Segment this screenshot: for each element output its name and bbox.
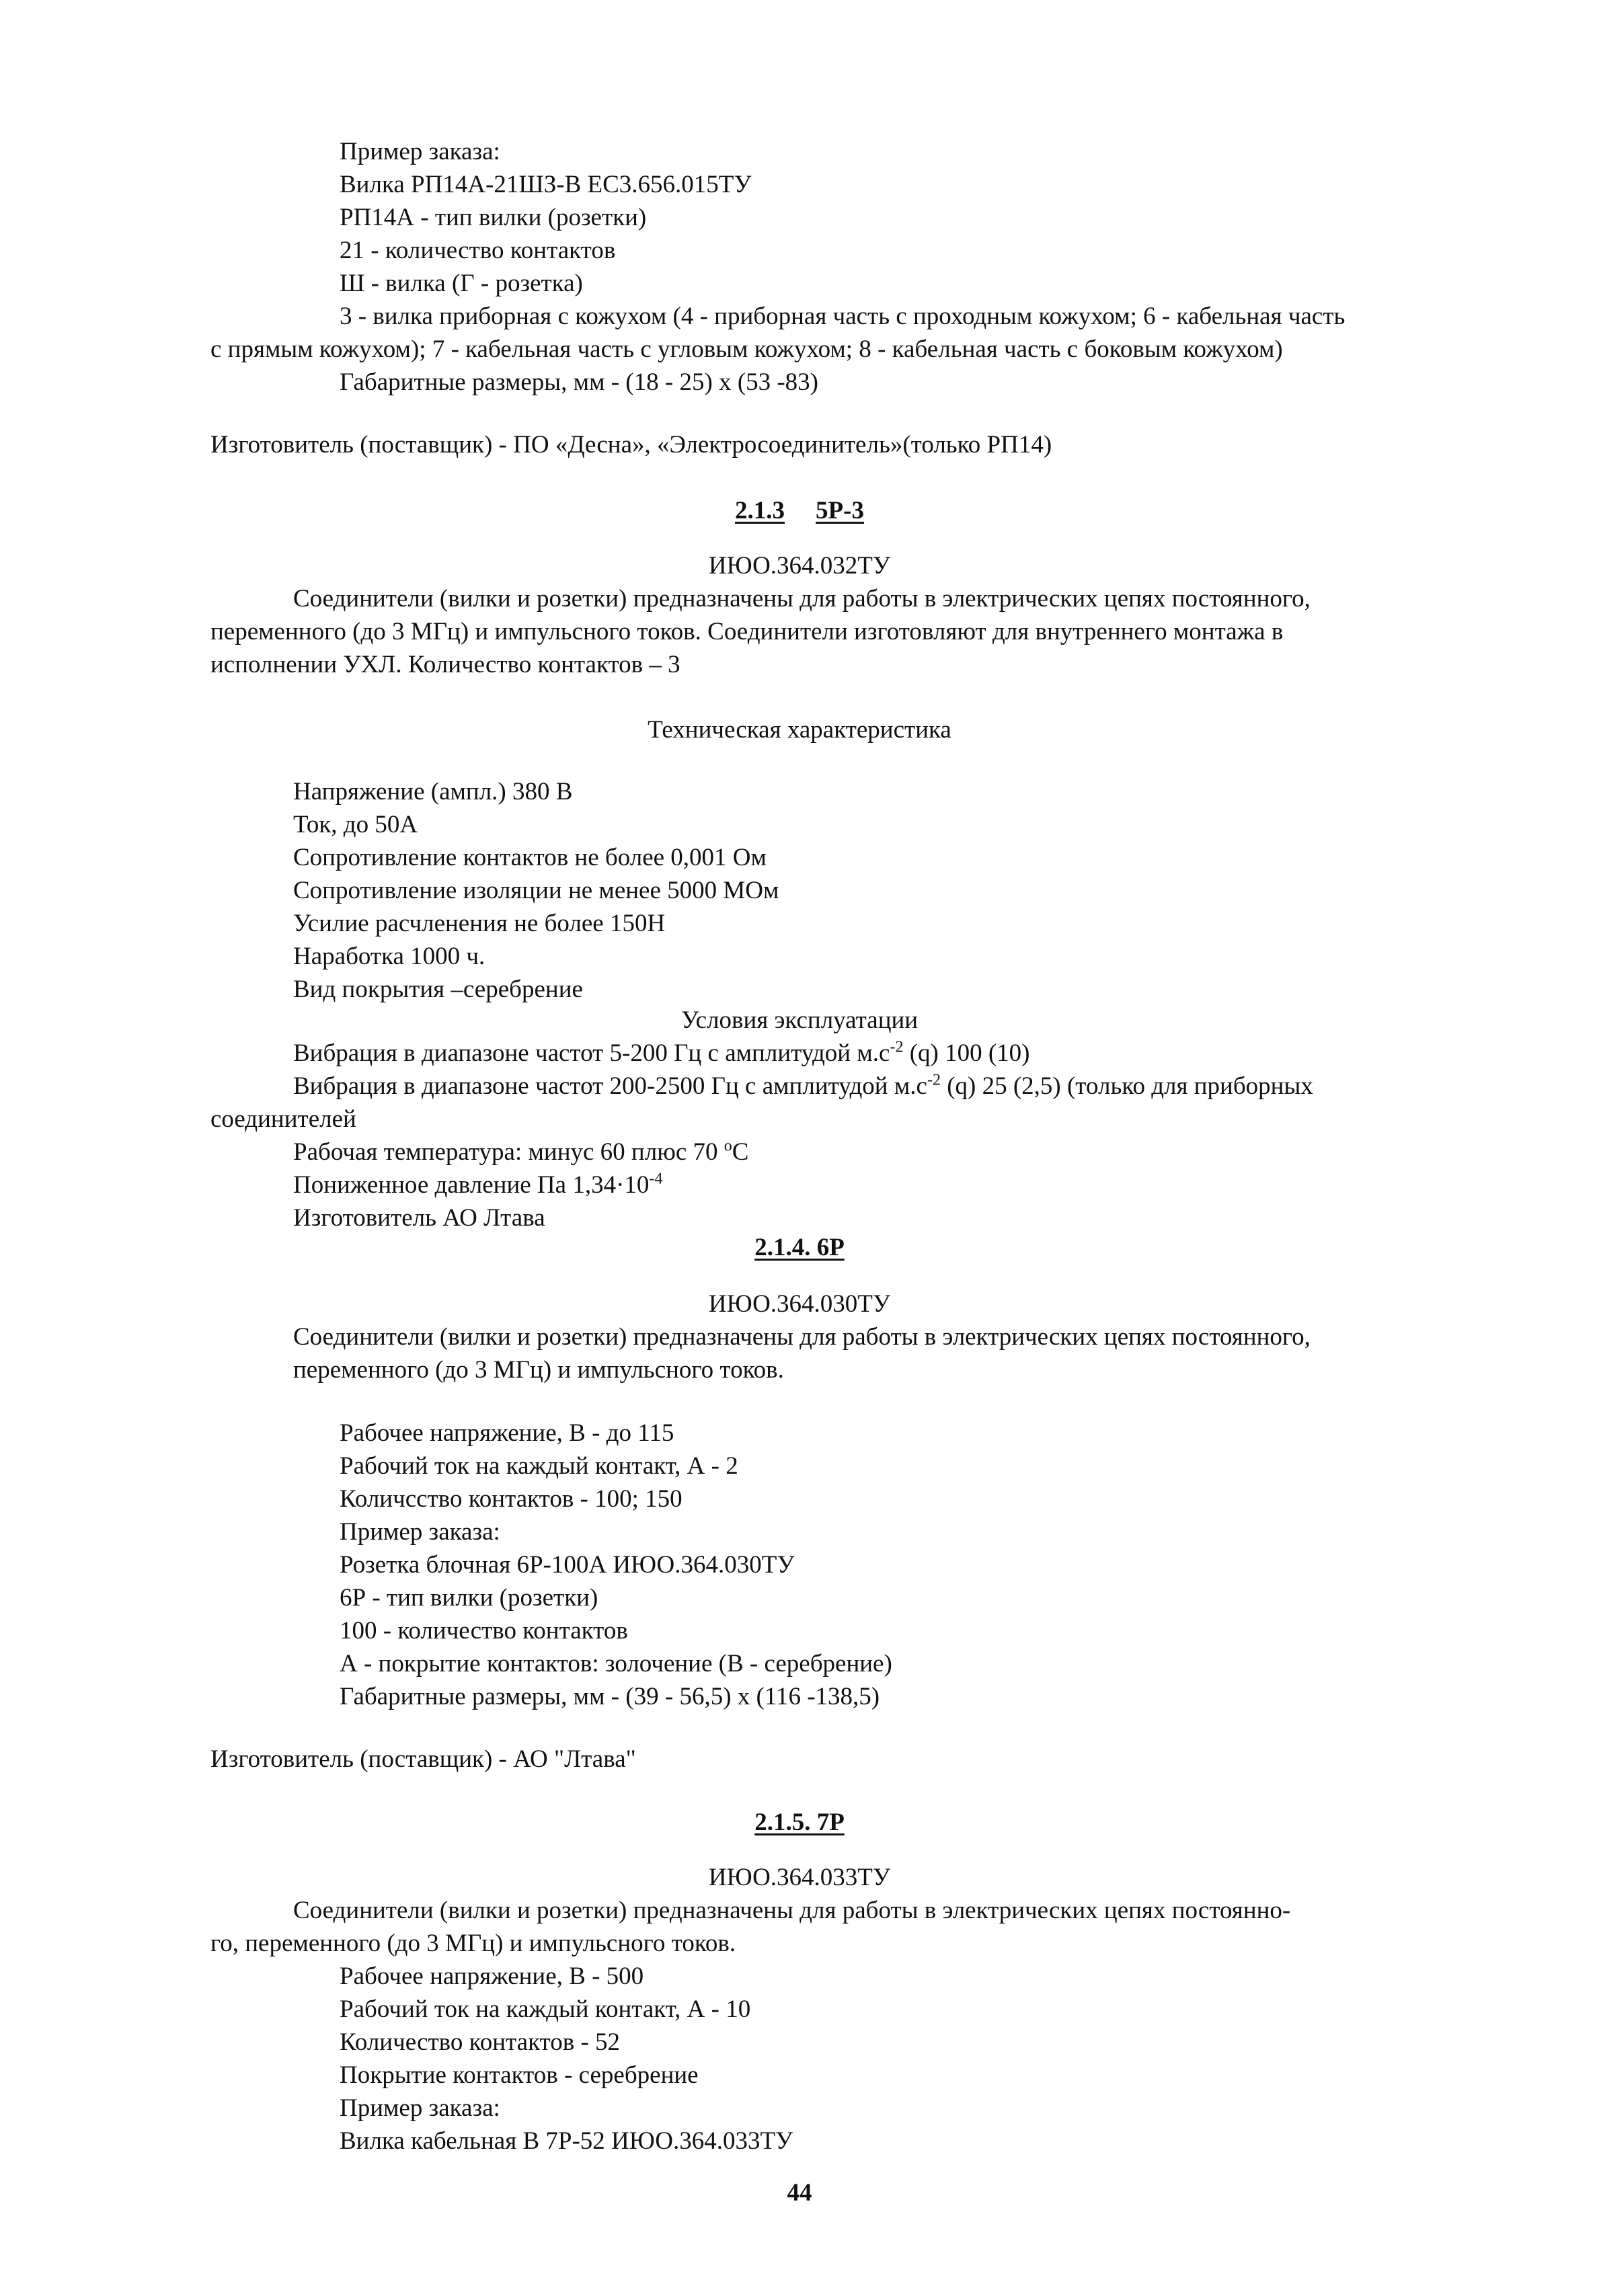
order-example-label: Пример заказа: [340, 138, 500, 165]
page-number: 44 [787, 2179, 812, 2207]
description-line: переменного (до 3 МГц) и импульсного токов. [293, 1356, 784, 1384]
degree-symbol: о [724, 1137, 732, 1155]
spec-line: Усилие расчленения не более 150Н [293, 910, 666, 937]
exponent: -2 [890, 1038, 904, 1056]
manufacturer-line: Изготовитель (поставщик) - ПО «Десна», «Электросоединитель»(только РП14) [210, 431, 1052, 459]
dimensions-line: Габаритные размеры, мм - (39 - 56,5) х (116 -138,5) [340, 1683, 880, 1710]
condition-text: Рабочая температура: минус 60 плюс 70 [293, 1138, 724, 1166]
order-example-label: Пример заказа: [340, 2094, 500, 2122]
spec-line: Ток, до 50А [293, 811, 418, 838]
description-line: Соединители (вилки и розетки) предназначены для работы в электрических цепях постоянного, [293, 1323, 1311, 1351]
spec-line: Покрытие контактов - серебрение [340, 2061, 699, 2089]
dimensions-line: Габаритные размеры, мм - (18 - 25) х (53 -83) [340, 368, 818, 396]
spec-line: Рабочее напряжение, В - 500 [340, 1963, 644, 1990]
order-line: 3 - вилка приборная с кожухом (4 - приборная часть с проходным кожухом; 6 - кабельная часть [340, 303, 1346, 330]
condition-text: (q) 25 (2,5) (только для приборных [940, 1072, 1313, 1100]
spec-code: ИЮО.364.030ТУ [708, 1290, 891, 1318]
spec-line: Сопротивление контактов не более 0,001 Ом [293, 844, 767, 871]
tech-characteristics-title: Техническая характеристика [648, 716, 951, 744]
condition-line [293, 1039, 1030, 1068]
condition-line: соединителей [210, 1105, 356, 1133]
section-heading-2-1-4: 2.1.4. 6Р [754, 1234, 845, 1261]
exponent: -4 [649, 1170, 663, 1188]
order-example-value: Вилка кабельная В 7Р-52 ИЮО.364.033ТУ [340, 2127, 793, 2155]
manufacturer-line: Изготовитель (поставщик) - АО "Лтава" [210, 1745, 636, 1773]
condition-text: Вибрация в диапазоне частот 200-2500 Гц с амплитудой м.с [293, 1072, 927, 1100]
spec-line: Сопротивление изоляции не менее 5000 МОм [293, 877, 779, 904]
order-line: РП14А - тип вилки (розетки) [340, 204, 647, 231]
order-line: Ш - вилка (Г - розетка) [340, 270, 583, 297]
manufacturer-line: Изготовитель АО Лтава [293, 1204, 545, 1232]
operating-conditions-title: Условия эксплуатации [680, 1006, 919, 1034]
spec-line: Количсство контактов - 100; 150 [340, 1485, 682, 1513]
spec-line: Количество контактов - 52 [340, 2028, 621, 2056]
condition-text: Пониженное давление Па 1,34·10 [293, 1171, 650, 1199]
description-line: Соединители (вилки и розетки) предназначены для работы в электрических цепях постоянного, [293, 585, 1311, 612]
order-example-value: Вилка РП14А-21ШЗ-В ЕС3.656.015ТУ [340, 171, 752, 198]
spec-line: Наработка 1000 ч. [293, 943, 485, 970]
order-line: 100 - количество контактов [340, 1617, 628, 1645]
spec-line: Рабочее напряжение, В - до 115 [340, 1419, 674, 1447]
condition-text: (q) 100 (10) [903, 1039, 1030, 1067]
condition-text: Вибрация в диапазоне частот 5-200 Гц с амплитудой м.с [293, 1039, 890, 1067]
section-name: 5Р-3 [816, 497, 864, 524]
order-line: А - покрытие контактов: золочение (В - серебрение) [340, 1650, 892, 1677]
description-line: исполнении УХЛ. Количество контактов – 3 [210, 651, 680, 678]
order-line: с прямым кожухом); 7 - кабельная часть с угловым кожухом; 8 - кабельная часть с боковым кожухом) [210, 335, 1283, 363]
condition-text: С [732, 1138, 749, 1166]
spec-line: Напряжение (ампл.) 380 В [293, 778, 573, 805]
description-line: Соединители (вилки и розетки) предназначены для работы в электрических цепях постоянно- [293, 1897, 1291, 1924]
order-example-value: Розетка блочная 6Р-100А ИЮО.364.030ТУ [340, 1551, 795, 1579]
spec-code: ИЮО.364.033ТУ [708, 1864, 891, 1891]
spec-line: Рабочий ток на каждый контакт, А - 2 [340, 1452, 738, 1480]
description-line: го, переменного (до 3 МГц) и импульсного токов. [210, 1930, 736, 1957]
condition-line [293, 1171, 662, 1200]
spec-line: Рабочий ток на каждый контакт, А - 10 [340, 1995, 751, 2023]
spec-code: ИЮО.364.032ТУ [708, 552, 891, 580]
order-line: 21 - количество контактов [340, 237, 616, 264]
section-number: 2.1.3 [735, 497, 785, 524]
condition-line [293, 1072, 1313, 1101]
order-example-label: Пример заказа: [340, 1518, 500, 1546]
exponent: -2 [927, 1071, 941, 1089]
section-heading-2-1-5: 2.1.5. 7Р [754, 1809, 845, 1836]
section-heading-2-1-3 [0, 496, 1599, 526]
spec-line: Вид покрытия –серебрение [293, 976, 583, 1003]
condition-line [293, 1138, 748, 1167]
description-line: переменного (до 3 МГц) и импульсного токов. Соединители изготовляют для внутреннего монтажа в [210, 618, 1284, 645]
order-line: 6Р - тип вилки (розетки) [340, 1584, 598, 1612]
